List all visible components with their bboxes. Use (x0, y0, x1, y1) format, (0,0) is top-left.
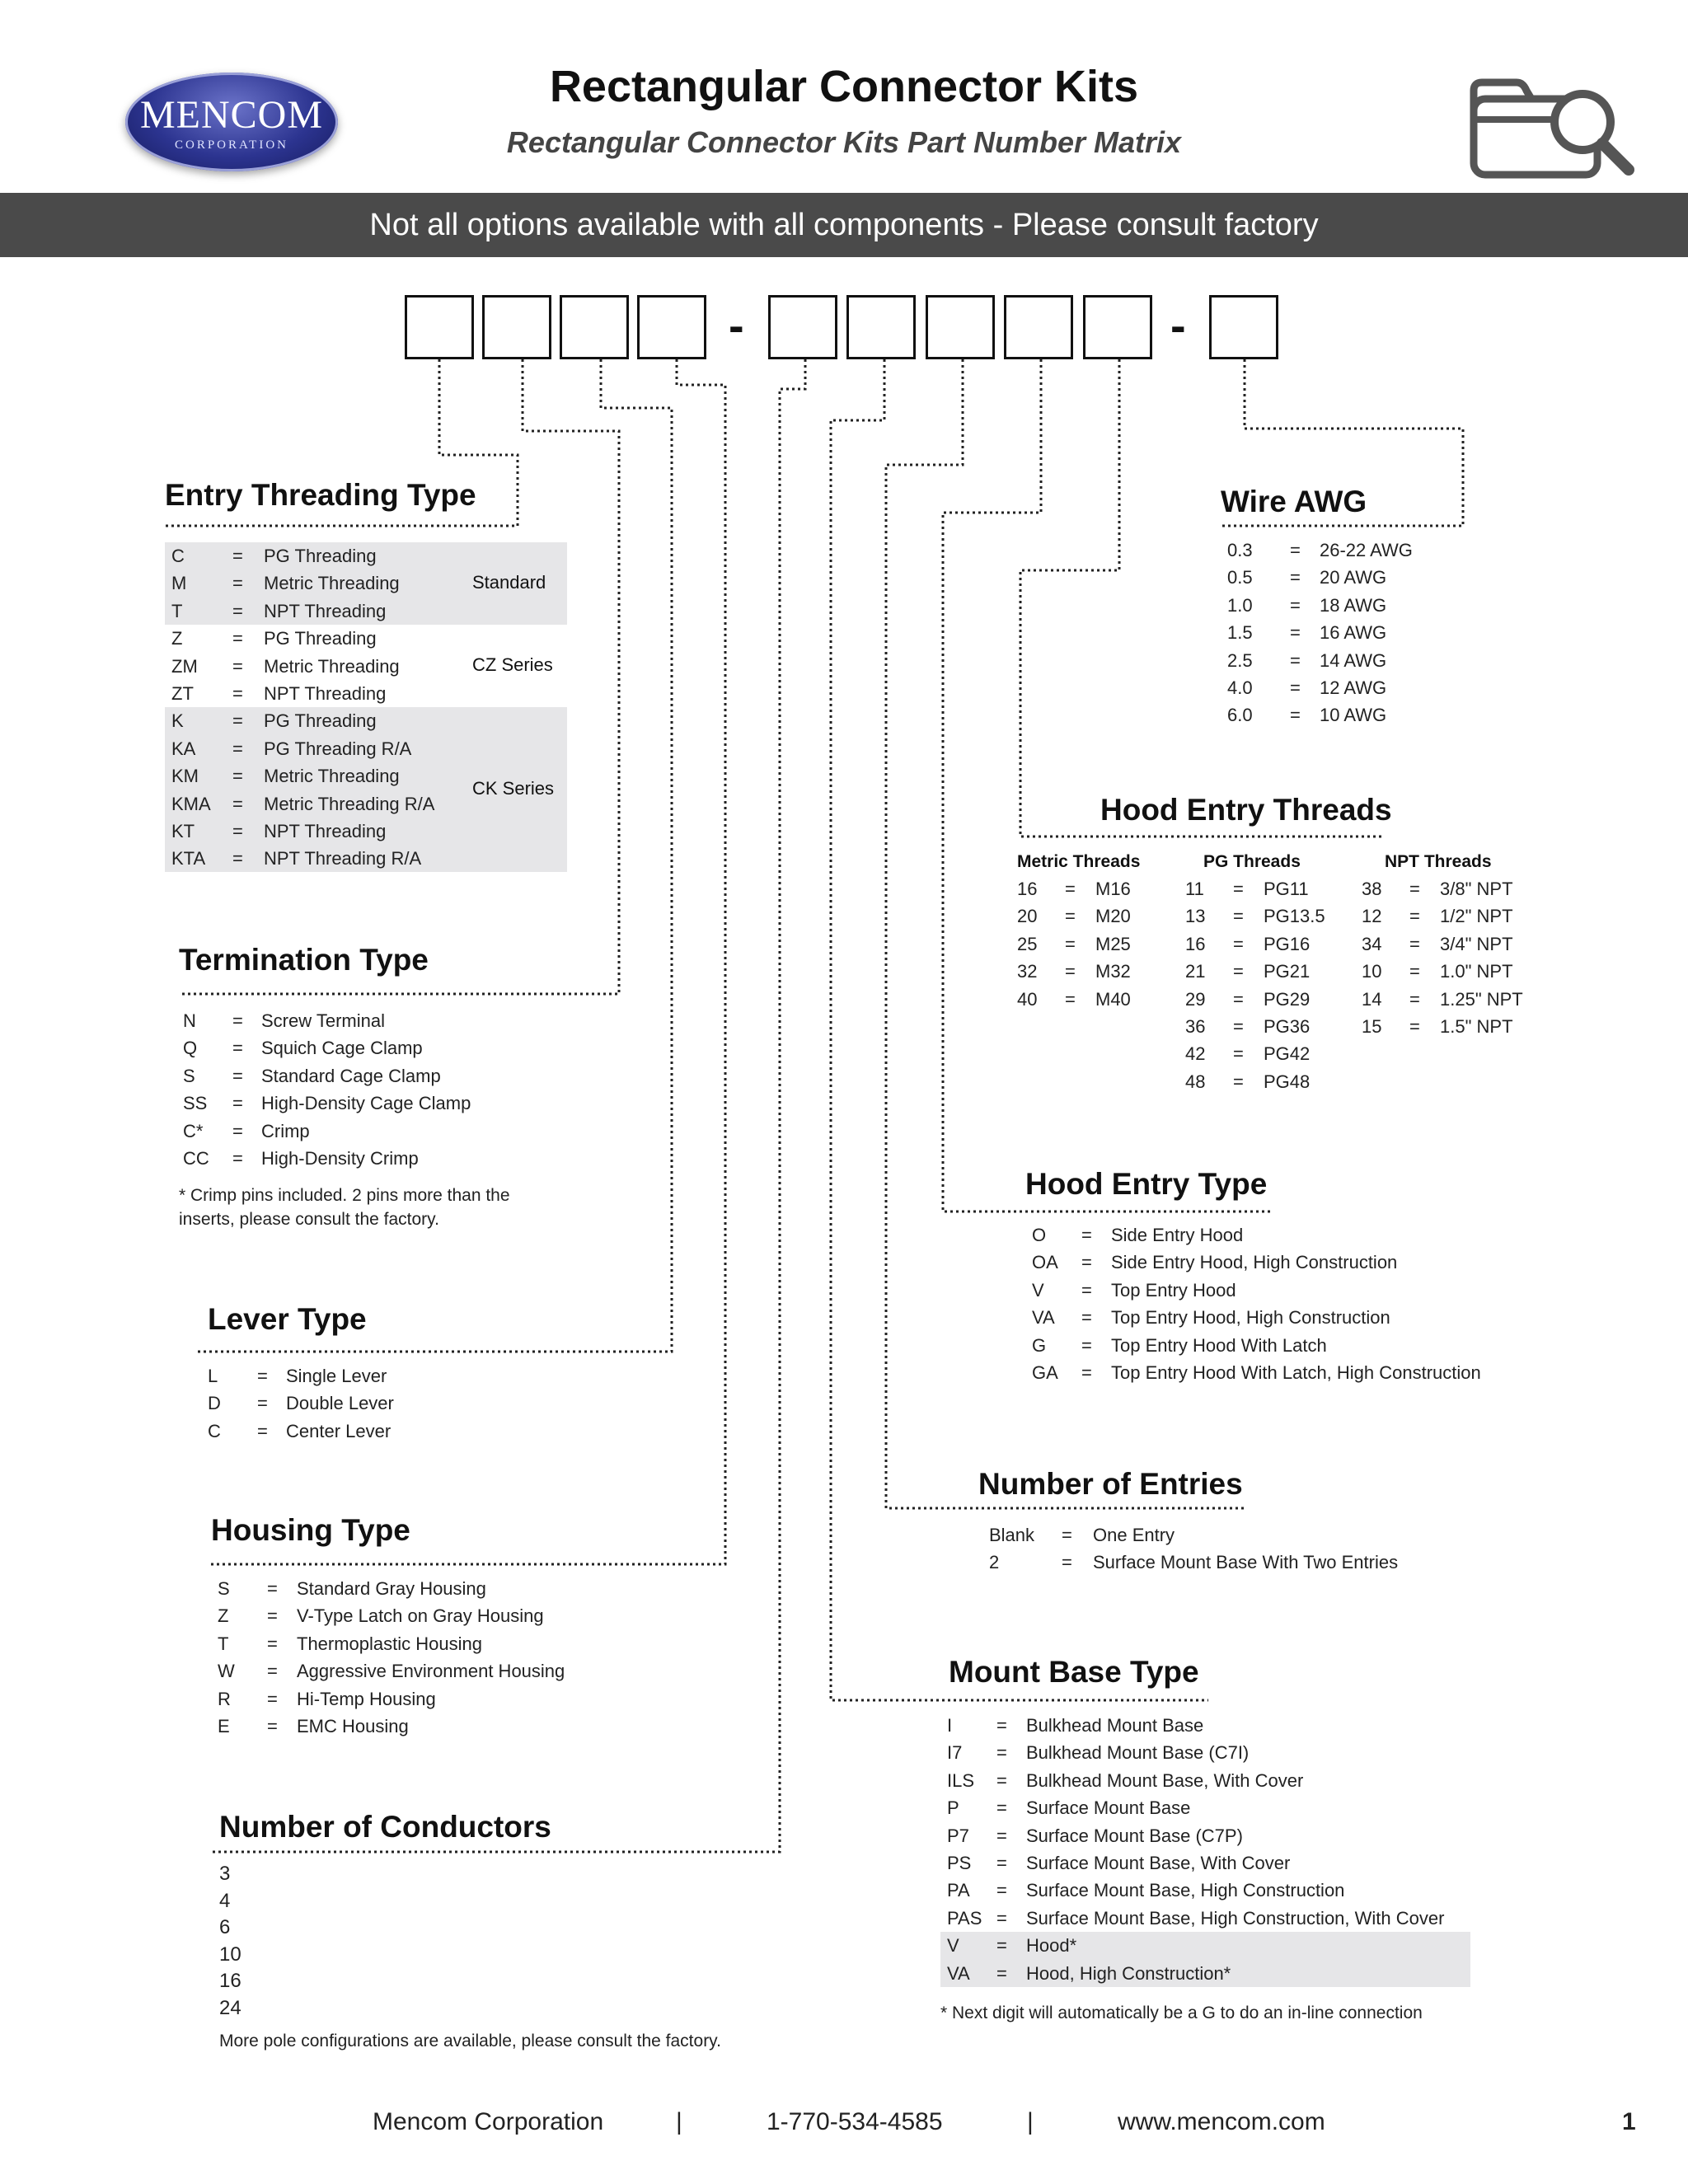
logo-sub: CORPORATION (174, 138, 288, 152)
table-row: 10 = 1.0" NPT (1362, 961, 1513, 982)
table-row: VA = Hood, High Construction* (947, 1962, 1231, 1984)
table-row: GA = Top Entry Hood With Latch, High Construction (1032, 1361, 1481, 1383)
lever-table (201, 1362, 531, 1445)
table-row: Q = Squich Cage Clamp (183, 1038, 423, 1059)
footer-company: Mencom Corporation (373, 2108, 604, 2135)
table-row: T = Thermoplastic Housing (218, 1633, 482, 1654)
group-label-standard: Standard (472, 572, 546, 593)
table-row: 15 = 1.5" NPT (1362, 1015, 1513, 1037)
table-row: P = Surface Mount Base (947, 1797, 1191, 1819)
footer-website[interactable]: www.mencom.com (1118, 2108, 1325, 2135)
list-item: 10 (219, 1943, 241, 1966)
table-row: 32 = M32 (1017, 961, 1131, 982)
lever-title: Lever Type (208, 1302, 367, 1336)
list-item: 4 (219, 1889, 231, 1912)
mount-base-note: * Next digit will automatically be a G to do an in-line connection (940, 2004, 1423, 2022)
table-row: K = PG Threading (171, 710, 377, 732)
table-row: 42 = PG42 (1185, 1043, 1311, 1065)
table-row: S = Standard Gray Housing (218, 1578, 486, 1599)
table-row: 40 = M40 (1017, 988, 1131, 1010)
table-row: I = Bulkhead Mount Base (947, 1715, 1204, 1736)
footer-separator: | (1027, 2108, 1034, 2135)
part-dash-1: - (729, 299, 744, 351)
table-row: PS = Surface Mount Base, With Cover (947, 1852, 1291, 1873)
table-row: V = Hood* (947, 1935, 1077, 1957)
table-row: 1.5 = 16 AWG (1227, 622, 1387, 644)
page-title: Rectangular Connector Kits (549, 62, 1139, 111)
table-row: G = Top Entry Hood With Latch (1032, 1334, 1327, 1356)
table-row: C* = Crimp (183, 1120, 310, 1141)
mount-base-title: Mount Base Type (949, 1655, 1199, 1689)
housing-title: Housing Type (211, 1513, 410, 1547)
table-row: 11 = PG11 (1185, 879, 1309, 899)
table-row: 36 = PG36 (1185, 1015, 1311, 1037)
table-row: PAS = Surface Mount Base, High Construction, With Cover (947, 1907, 1445, 1929)
table-row: CC = High-Density Crimp (183, 1147, 419, 1169)
table-row: C = PG Threading (171, 546, 377, 566)
conductors-title: Number of Conductors (219, 1810, 551, 1844)
table-row: 0.3 = 26-22 AWG (1227, 540, 1413, 560)
hood-entry-type-table (1025, 1221, 1536, 1386)
housing-table (211, 1575, 640, 1740)
table-row: KTA = NPT Threading R/A (171, 848, 422, 869)
table-row: 16 = M16 (1017, 879, 1131, 899)
hood-entry-type-title: Hood Entry Type (1025, 1167, 1268, 1201)
table-row: N = Screw Terminal (183, 1010, 385, 1031)
table-row: KMA = Metric Threading R/A (171, 793, 435, 814)
table-row: Blank = One Entry (989, 1525, 1175, 1545)
table-row: 29 = PG29 (1185, 988, 1311, 1010)
logo-name: MENCOM (139, 93, 324, 137)
table-row: S = Standard Cage Clamp (183, 1065, 441, 1086)
conductors-note: More pole configurations are available, please consult the factory. (219, 2032, 721, 2050)
table-row: T = NPT Threading (171, 600, 387, 621)
table-row: ZM = Metric Threading (171, 655, 400, 677)
entry-threading-title: Entry Threading Type (165, 478, 476, 512)
page-subtitle: Rectangular Connector Kits Part Number Matrix (506, 125, 1182, 159)
entries-table (982, 1521, 1477, 1577)
table-row: M = Metric Threading (171, 573, 400, 594)
table-row: W = Aggressive Environment Housing (218, 1661, 565, 1682)
footer-separator: | (676, 2108, 682, 2135)
table-row: 16 = PG16 (1185, 933, 1311, 954)
table-row: D = Double Lever (208, 1393, 394, 1414)
table-row: Z = V-Type Latch on Gray Housing (218, 1605, 544, 1627)
table-row: 2.5 = 14 AWG (1227, 649, 1387, 671)
table-row: VA = Top Entry Hood, High Construction (1032, 1307, 1390, 1329)
entries-title: Number of Entries (978, 1467, 1243, 1501)
wire-awg-table (1221, 537, 1484, 729)
table-row: KA = PG Threading R/A (171, 738, 412, 759)
table-row: 13 = PG13.5 (1185, 906, 1325, 927)
list-item: 16 (219, 1970, 241, 1992)
table-row: I7 = Bulkhead Mount Base (C7I) (947, 1742, 1250, 1764)
list-item: 3 (219, 1863, 231, 1885)
wire-awg-title: Wire AWG (1221, 485, 1367, 518)
table-row: L = Single Lever (208, 1366, 387, 1386)
page-number: 1 (1622, 2108, 1636, 2135)
mount-base-table (940, 1712, 1484, 1987)
table-row: KM = Metric Threading (171, 766, 400, 787)
table-row: 4.0 = 12 AWG (1227, 677, 1387, 698)
table-row: R = Hi-Temp Housing (218, 1688, 436, 1709)
pg-threads-header: PG Threads (1203, 852, 1301, 871)
table-row: OA = Side Entry Hood, High Construction (1032, 1252, 1398, 1273)
metric-threads-table (1010, 875, 1175, 1013)
table-row: 34 = 3/4" NPT (1362, 933, 1513, 954)
list-item: 6 (219, 1916, 231, 1938)
table-row: C = Center Lever (208, 1420, 392, 1441)
table-row: ZT = NPT Threading (171, 682, 387, 704)
table-row: 25 = M25 (1017, 933, 1131, 954)
table-row: O = Side Entry Hood (1032, 1225, 1244, 1245)
table-row: 0.5 = 20 AWG (1227, 567, 1387, 588)
table-row: Z = PG Threading (171, 628, 377, 649)
hood-entry-threads-title: Hood Entry Threads (1100, 793, 1392, 827)
table-row: 2 = Surface Mount Base With Two Entries (989, 1552, 1399, 1573)
table-row: 48 = PG48 (1185, 1071, 1311, 1092)
npt-threads-header: NPT Threads (1385, 852, 1492, 871)
table-row: P7 = Surface Mount Base (C7P) (947, 1825, 1243, 1846)
pg-threads-table (1179, 875, 1343, 1095)
table-row: 21 = PG21 (1185, 961, 1311, 982)
group-label-ck-series: CK Series (472, 778, 555, 799)
footer-phone: 1-770-534-4585 (767, 2108, 943, 2135)
table-row: ILS = Bulkhead Mount Base, With Cover (947, 1769, 1304, 1791)
termination-title: Termination Type (179, 943, 429, 977)
table-row: KT = NPT Threading (171, 820, 387, 841)
table-row: 12 = 1/2" NPT (1362, 906, 1513, 927)
termination-table (176, 1007, 605, 1172)
table-row: 1.0 = 18 AWG (1227, 594, 1387, 616)
table-row: SS = High-Density Cage Clamp (183, 1093, 471, 1114)
list-item: 24 (219, 1996, 241, 2019)
table-row: 38 = 3/8" NPT (1362, 879, 1513, 899)
npt-threads-table (1355, 875, 1536, 1040)
table-row: 14 = 1.25" NPT (1362, 988, 1523, 1010)
part-dash-2: - (1170, 299, 1186, 351)
availability-banner: Not all options available with all components - Please consult factory (0, 193, 1688, 257)
conductors-list (219, 1861, 241, 2022)
table-row: 20 = M20 (1017, 906, 1131, 927)
termination-note: * Crimp pins included. 2 pins more than the inserts, please consult the factory. (179, 1186, 510, 1229)
table-row: E = EMC Housing (218, 1715, 409, 1736)
table-row: 6.0 = 10 AWG (1227, 705, 1387, 726)
group-label-cz-series: CZ Series (472, 654, 553, 675)
metric-threads-header: Metric Threads (1017, 852, 1141, 871)
table-row: PA = Surface Mount Base, High Construction (947, 1880, 1345, 1901)
table-row: V = Top Entry Hood (1032, 1279, 1236, 1301)
